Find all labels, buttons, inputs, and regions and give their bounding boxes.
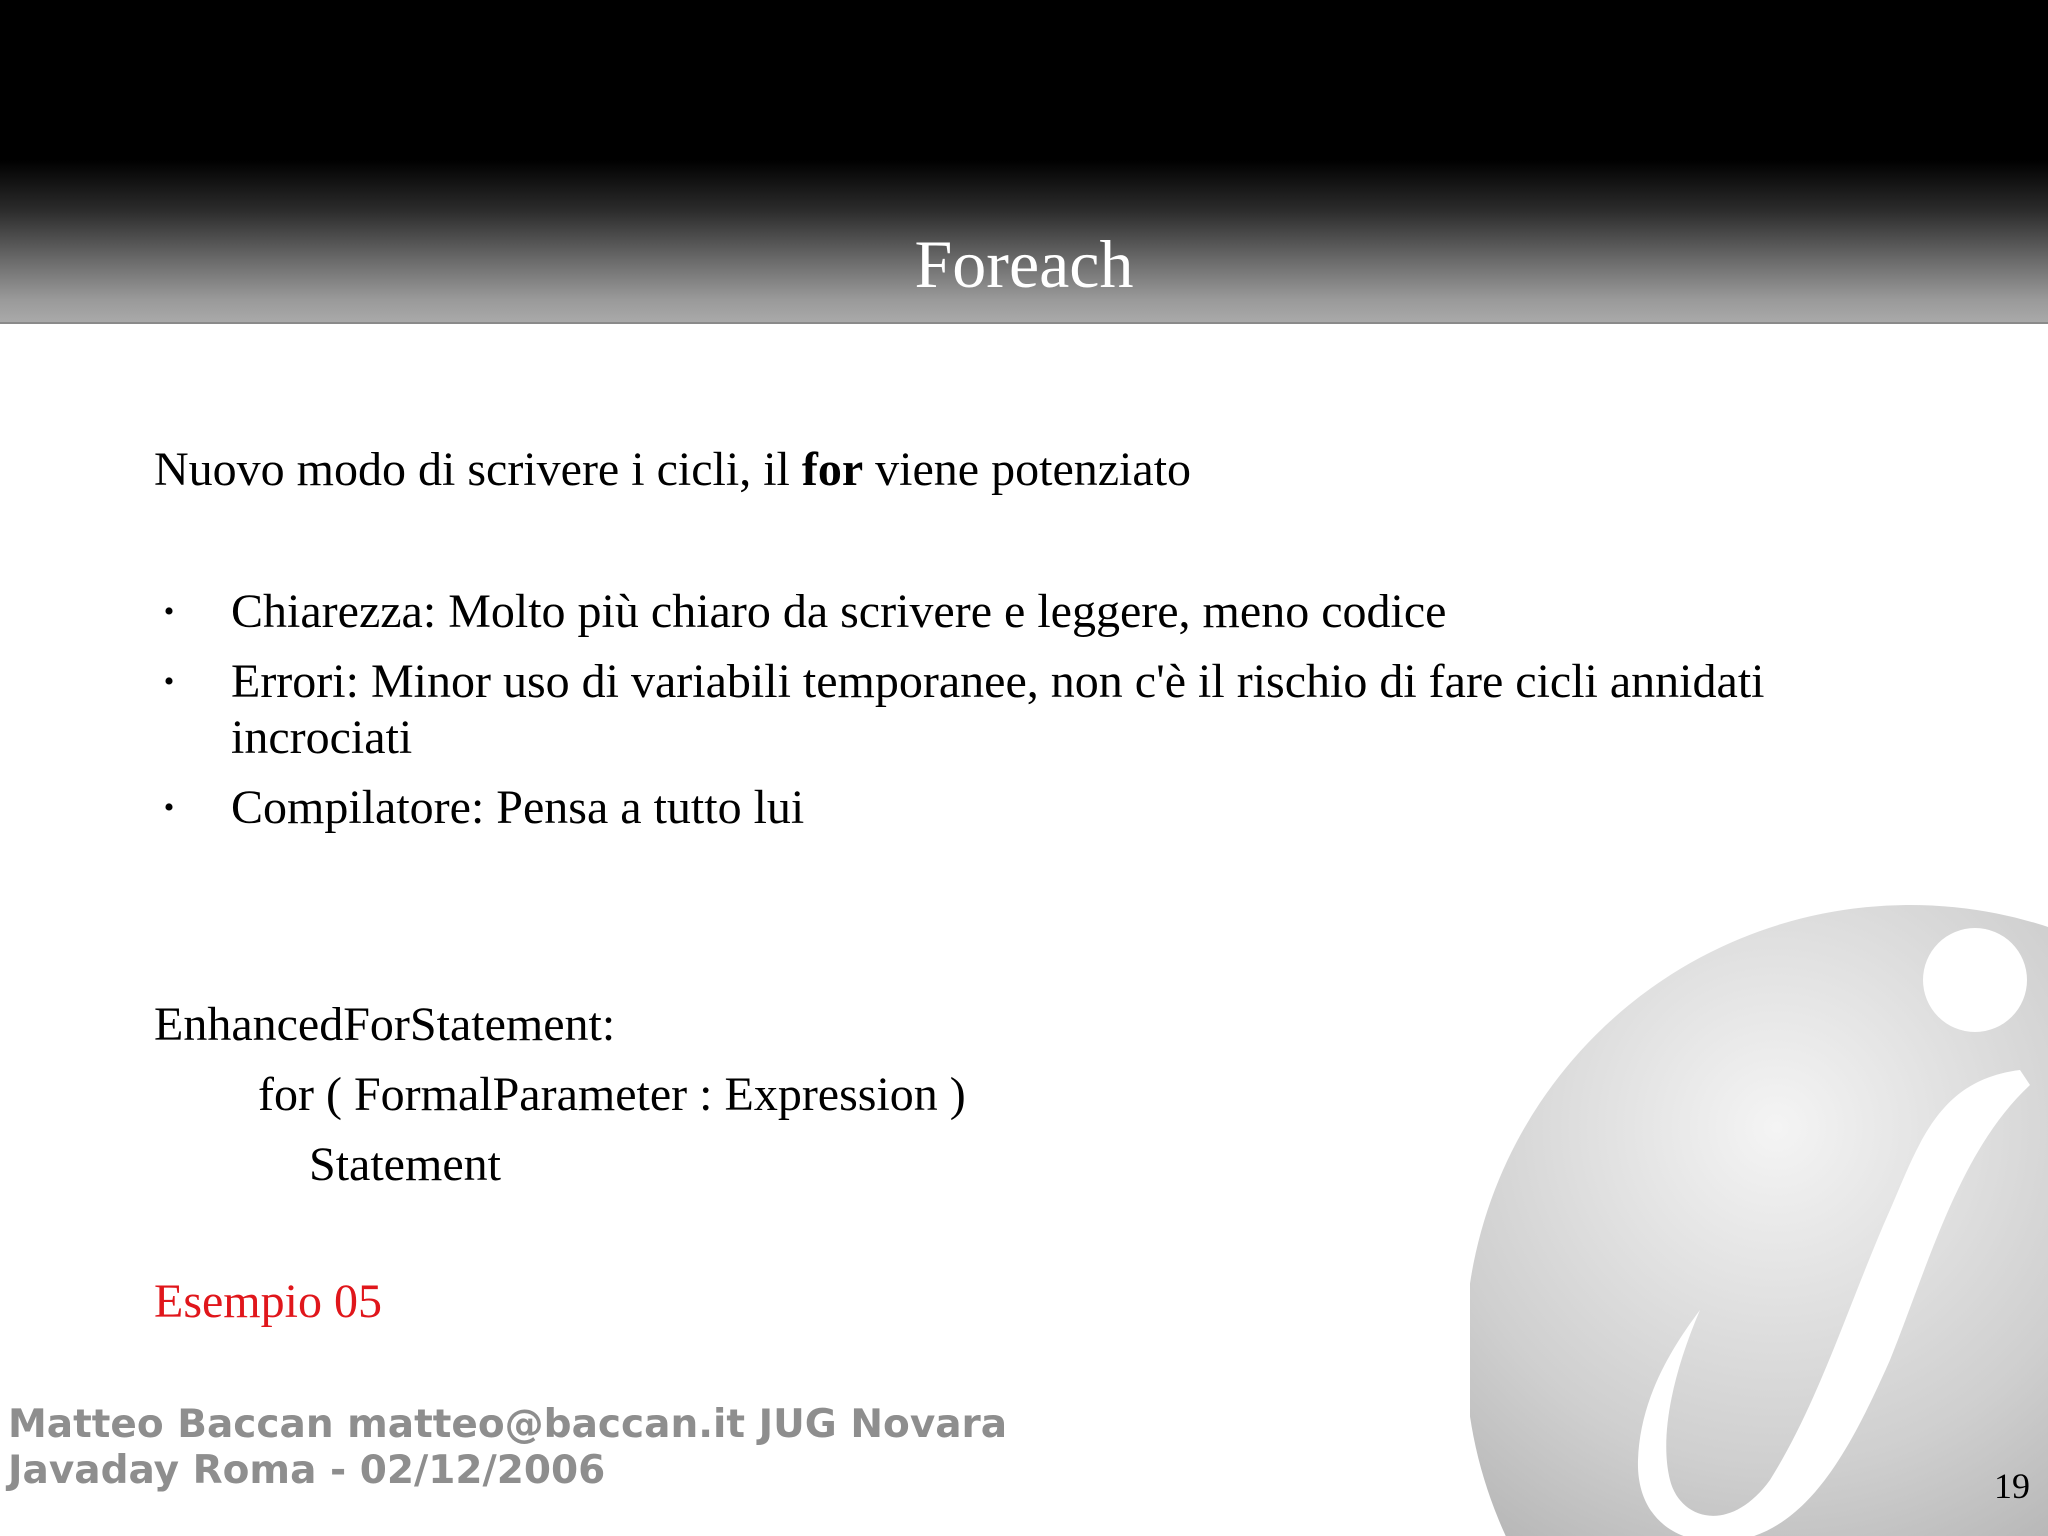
list-item: • Chiarezza: Molto più chiaro da scrivere e leggere, meno codice: [154, 584, 1914, 640]
footer-author: Matteo Baccan matteo@baccan.it JUG Novara: [8, 1402, 1008, 1447]
grammar-block: [154, 990, 966, 1200]
list-item: • Compilatore: Pensa a tutto lui: [154, 780, 1914, 836]
footer: [8, 1402, 1007, 1494]
grammar-line-2: for ( FormalParameter : Expression ): [258, 1068, 966, 1121]
slide-title: Foreach: [914, 226, 1134, 302]
bullet-icon: •: [163, 665, 175, 698]
footer-event: Javaday Roma - 02/12/2006: [8, 1448, 606, 1493]
intro-text: Nuovo modo di scrivere i cicli, il for viene potenziato: [154, 443, 1192, 496]
grammar-line-1: EnhancedForStatement:: [154, 998, 616, 1051]
grammar-line-3: Statement: [309, 1138, 501, 1191]
bullet-list: [154, 584, 1914, 850]
slide-header-bar: [0, 0, 2048, 324]
bullet-icon: •: [163, 595, 175, 628]
bullet-icon: •: [163, 791, 175, 824]
example-link[interactable]: Esempio 05: [154, 1275, 382, 1328]
list-item: • Errori: Minor uso di variabili temporanee, non c'è il rischio di fare cicli annidati incrociati: [154, 654, 1914, 766]
jug-logo-icon: [1470, 880, 2048, 1536]
for-keyword: for: [801, 443, 864, 496]
page-number: 19: [1994, 1466, 2030, 1506]
